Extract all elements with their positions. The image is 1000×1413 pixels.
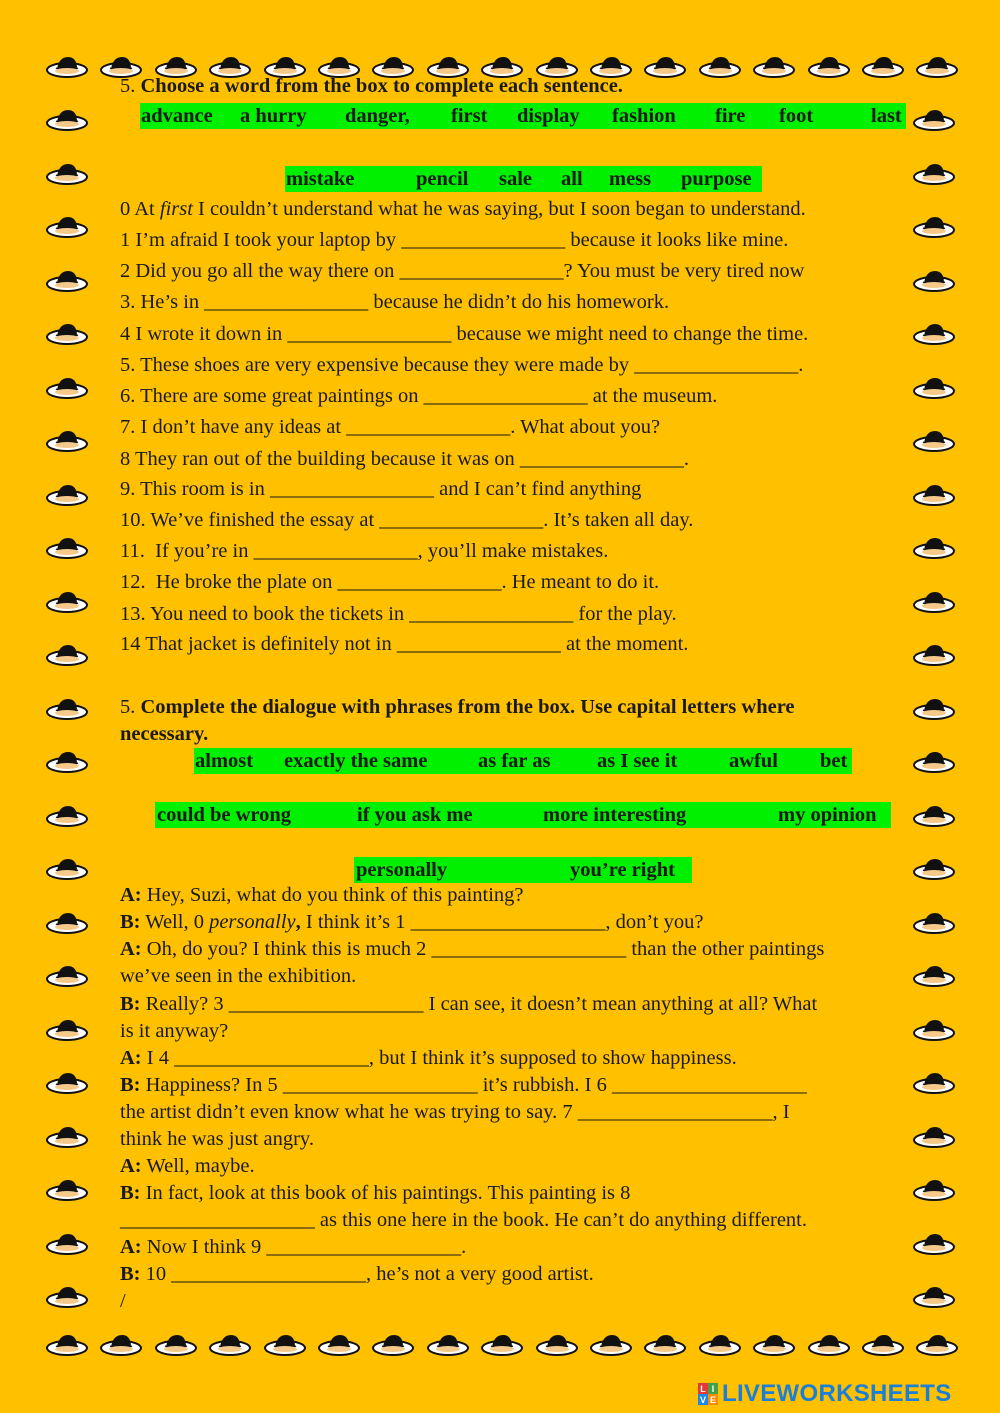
hat-icon <box>912 640 956 668</box>
hat-icon <box>45 961 89 989</box>
sentence-13: 13. You need to book the tickets in ________________ for the play. <box>120 603 677 625</box>
exercise2-heading <box>120 697 795 718</box>
dialogue-text: 10 ___________________, he’s not a very good artist. <box>140 1263 594 1285</box>
speaker-label: A: <box>120 1155 142 1177</box>
word-box-item: display <box>517 105 580 127</box>
hat-icon <box>208 1330 252 1358</box>
hat-icon <box>45 426 89 454</box>
hat-icon <box>752 1330 796 1358</box>
hat-icon <box>912 212 956 240</box>
hat-icon <box>154 1330 198 1358</box>
dialogue-text: In fact, look at this book of his paintings. This painting is 8 <box>140 1182 631 1204</box>
exercise2-number: 5. <box>120 696 141 718</box>
hat-icon <box>912 587 956 615</box>
hat-icon <box>915 52 959 80</box>
phrase-box-item: more interesting <box>543 804 687 826</box>
hat-icon <box>861 52 905 80</box>
sentence-2: 2 Did you go all the way there on ________________? You must be very tired now <box>120 260 805 282</box>
hat-icon <box>698 52 742 80</box>
hat-icon <box>45 1282 89 1310</box>
hat-icon <box>45 159 89 187</box>
hat-icon <box>45 105 89 133</box>
hat-icon <box>912 961 956 989</box>
logo-letter: L <box>698 1383 708 1394</box>
exercise2-heading-cont <box>120 724 208 745</box>
hat-icon <box>912 480 956 508</box>
hat-icon <box>535 1330 579 1358</box>
logo-letter: V <box>699 1394 706 1405</box>
logo-letter: E <box>709 1394 716 1405</box>
word-box-item: sale <box>499 168 533 190</box>
dialogue-text: I 4 ___________________, but I think it’s supposed to show happiness. <box>141 1047 737 1069</box>
hat-icon <box>45 319 89 347</box>
dialogue-text: Happiness? In 5 ___________________ it’s rubbish. I 6 ___________________ <box>140 1074 807 1096</box>
sentence-text: 0 At <box>120 198 160 220</box>
dialogue-line: think he was just angry. <box>120 1128 314 1150</box>
hat-icon <box>912 908 956 936</box>
hat-icon <box>643 52 687 80</box>
phrase-box-item: as far as <box>478 750 551 772</box>
word-box-item: a hurry <box>240 105 307 127</box>
dialogue-text: , <box>295 911 301 933</box>
hat-icon <box>861 1330 905 1358</box>
hat-icon <box>912 266 956 294</box>
word-box-item: mistake <box>286 168 355 190</box>
hat-icon <box>45 1175 89 1203</box>
hat-icon <box>45 52 89 80</box>
example-answer: personally <box>209 911 296 933</box>
exercise1-instruction: Choose a word from the box to complete each sentence. <box>140 75 623 97</box>
hat-icon <box>99 1330 143 1358</box>
dialogue-line <box>120 885 524 906</box>
dialogue-line <box>120 994 817 1015</box>
word-box-item: mess <box>609 168 652 190</box>
word-box-item: last <box>871 105 902 127</box>
word-box-item: advance <box>141 105 213 127</box>
hat-icon <box>45 266 89 294</box>
hat-icon <box>915 1330 959 1358</box>
sentence-text: I couldn’t understand what he was saying, but I soon began to understand. <box>192 198 806 220</box>
phrase-box-row3 <box>354 857 692 883</box>
hat-icon <box>45 587 89 615</box>
phrase-box-item: my opinion <box>778 804 877 826</box>
hat-icon <box>45 854 89 882</box>
exercise2-instruction: Complete the dialogue with phrases from the box. Use capital letters where <box>140 696 795 718</box>
speaker-label: B: <box>120 1182 141 1204</box>
dialogue-line <box>120 1183 630 1204</box>
speaker-label: B: <box>120 1074 141 1096</box>
dialogue-line <box>120 1075 807 1096</box>
exercise2-instruction: necessary. <box>120 723 209 745</box>
dialogue-line: is it anyway? <box>120 1020 229 1042</box>
phrase-box-item: you’re right <box>570 859 675 881</box>
word-box-item: first <box>451 105 488 127</box>
exercise1-heading <box>120 76 623 97</box>
speaker-label: A: <box>120 1047 142 1069</box>
sentence-12: 12. He broke the plate on ________________. He meant to do it. <box>120 571 660 593</box>
logo-letter: I <box>708 1383 718 1394</box>
word-box-row1 <box>140 103 906 129</box>
sentence-7: 7. I don’t have any ideas at ________________. What about you? <box>120 416 661 438</box>
sentence-5: 5. These shoes are very expensive because they were made by ________________. <box>120 354 804 376</box>
speaker-label: B: <box>120 993 141 1015</box>
hat-icon <box>480 1330 524 1358</box>
dialogue-text: Oh, do you? I think this is much 2 ___________________ than the other paintings <box>141 938 825 960</box>
hat-icon <box>912 105 956 133</box>
hat-icon <box>45 1015 89 1043</box>
word-box-item: foot <box>779 105 814 127</box>
hat-icon <box>912 426 956 454</box>
hat-icon <box>698 1330 742 1358</box>
word-box-item: pencil <box>416 168 469 190</box>
hat-icon <box>912 533 956 561</box>
hat-icon <box>45 1229 89 1257</box>
word-box-item: fire <box>715 105 746 127</box>
hat-icon <box>45 480 89 508</box>
dialogue-line: we’ve seen in the exhibition. <box>120 965 357 987</box>
phrase-box-item: could be wrong <box>157 804 292 826</box>
hat-icon <box>589 1330 633 1358</box>
example-answer: first <box>159 198 193 220</box>
hat-icon <box>912 373 956 401</box>
hat-icon <box>263 1330 307 1358</box>
dialogue-line: the artist didn’t even know what he was trying to say. 7 ___________________, I <box>120 1101 790 1123</box>
dialogue-line <box>120 1156 255 1177</box>
hat-icon <box>912 1122 956 1150</box>
hat-icon <box>912 1068 956 1096</box>
phrase-box-item: bet <box>820 750 848 772</box>
hat-icon <box>912 319 956 347</box>
hat-icon <box>912 801 956 829</box>
phrase-box-item: as I see it <box>597 750 678 772</box>
hat-icon <box>45 533 89 561</box>
speaker-label: A: <box>120 1236 142 1258</box>
logo-icon <box>698 1383 718 1405</box>
word-box-item: fashion <box>612 105 676 127</box>
hat-icon <box>45 212 89 240</box>
sentence-4: 4 I wrote it down in ________________ because we might need to change the time. <box>120 323 809 345</box>
phrase-box-row2 <box>155 802 891 828</box>
sentence-6: 6. There are some great paintings on ________________ at the museum. <box>120 385 718 407</box>
dialogue-text: I think it’s 1 ___________________, don’t you? <box>300 911 704 933</box>
speaker-label: B: <box>120 911 141 933</box>
hat-icon <box>45 747 89 775</box>
liveworksheets-logo[interactable] <box>698 1381 952 1407</box>
dialogue-text: Now I think 9 ___________________. <box>141 1236 467 1258</box>
hat-icon <box>45 694 89 722</box>
dialogue-line <box>120 1264 594 1285</box>
hat-icon <box>45 1330 89 1358</box>
sentence-14: 14 That jacket is definitely not in ________________ at the moment. <box>120 633 689 655</box>
sentence-8: 8 They ran out of the building because it was on ________________. <box>120 448 689 470</box>
word-box-item: purpose <box>681 168 752 190</box>
dialogue-text: Really? 3 ___________________ I can see, it doesn’t mean anything at all? What <box>140 993 818 1015</box>
sentence-10: 10. We’ve finished the essay at ________________. It’s taken all day. <box>120 509 694 531</box>
hat-icon <box>45 1068 89 1096</box>
dialogue-line <box>120 1048 737 1069</box>
dialogue-line <box>120 939 824 960</box>
logo-text: LIVEWORKSHEETS <box>722 1380 952 1407</box>
phrase-box-item: if you ask me <box>357 804 473 826</box>
sentence-9: 9. This room is in ________________ and I can’t find anything <box>120 478 642 500</box>
phrase-box-item: personally <box>356 859 448 881</box>
dialogue-line <box>120 912 704 933</box>
sentence-1: 1 I’m afraid I took your laptop by ________________ because it looks like mine. <box>120 229 789 251</box>
phrase-box-row1 <box>194 748 852 774</box>
phrase-box-item: awful <box>729 750 778 772</box>
hat-icon <box>912 1015 956 1043</box>
hat-icon <box>45 1122 89 1150</box>
dialogue-text: Well, maybe. <box>141 1155 255 1177</box>
dialogue-text: Hey, Suzi, what do you think of this painting? <box>141 884 524 906</box>
speaker-label: A: <box>120 884 142 906</box>
hat-icon <box>912 1175 956 1203</box>
hat-icon <box>371 1330 415 1358</box>
dialogue-text: Well, 0 <box>140 911 210 933</box>
dialogue-line <box>120 1237 466 1258</box>
sentence-3: 3. He’s in ________________ because he didn’t do his homework. <box>120 291 670 313</box>
word-box-item: danger, <box>345 105 410 127</box>
hat-icon <box>45 908 89 936</box>
hat-icon <box>317 1330 361 1358</box>
hat-icon <box>643 1330 687 1358</box>
hat-icon <box>426 1330 470 1358</box>
word-box-row2 <box>285 166 762 192</box>
phrase-box-item: almost <box>195 750 254 772</box>
phrase-box-item: exactly the same <box>284 750 428 772</box>
sentence-11: 11. If you’re in ________________, you’ll make mistakes. <box>120 540 609 562</box>
hat-icon <box>912 1282 956 1310</box>
hat-icon <box>912 854 956 882</box>
hat-icon <box>45 373 89 401</box>
hat-icon <box>912 159 956 187</box>
hat-icon <box>912 1229 956 1257</box>
hat-icon <box>45 640 89 668</box>
hat-icon <box>912 694 956 722</box>
dialogue-line: ___________________ as this one here in the book. He can’t do anything different. <box>120 1209 808 1231</box>
hat-icon <box>912 747 956 775</box>
hat-icon <box>807 1330 851 1358</box>
hat-icon <box>752 52 796 80</box>
exercise1-number: 5. <box>120 75 141 97</box>
speaker-label: A: <box>120 938 142 960</box>
hat-icon <box>45 801 89 829</box>
sentence-example <box>120 199 806 220</box>
word-box-item: all <box>561 168 583 190</box>
hat-icon <box>807 52 851 80</box>
dialogue-line: / <box>120 1290 126 1312</box>
speaker-label: B: <box>120 1263 141 1285</box>
